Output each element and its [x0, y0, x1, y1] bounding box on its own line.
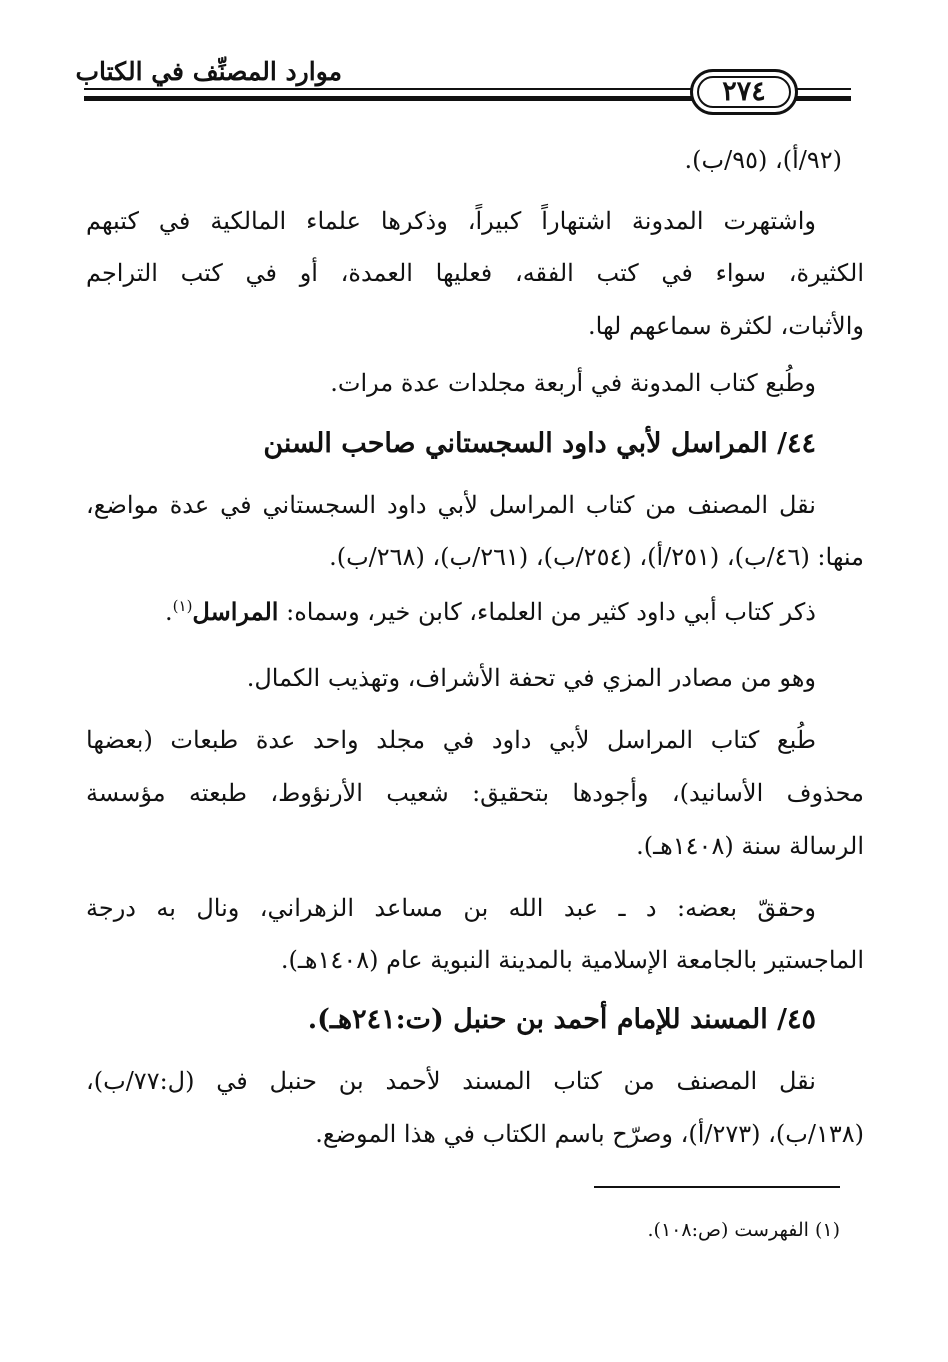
text-line: وهو من مصادر المزي في تحفة الأشراف، وتهذيب الكمال. [246, 664, 816, 692]
text-line: واشتهرت المدونة اشتهاراً كبيراً، وذكرها علماء المالكية في كتبهم [86, 207, 816, 235]
footnote-separator [594, 1186, 840, 1188]
text-run: . [165, 598, 173, 626]
section-heading-45: ٤٥/ المسند للإمام أحمد بن حنبل (ت:٢٤١هـ). [307, 1004, 816, 1035]
footnote-marker: (١) [172, 597, 193, 615]
text-line-with-footnote [86, 592, 816, 632]
text-line: الماجستير بالجامعة الإسلامية بالمدينة النبوية عام (١٤٠٨هـ). [280, 946, 864, 974]
running-title: موارد المصنِّف في الكتاب [75, 57, 342, 86]
footnote: (١) الفهرست (ص:١٠٨). [647, 1219, 840, 1241]
book-title-bold: المراسل [192, 597, 279, 626]
text-line: وطُبع كتاب المدونة في أربعة مجلدات عدة مرات. [330, 369, 816, 397]
text-line: محذوف الأسانيد)، وأجودها بتحقيق: شعيب الأرنؤوط، طبعته مؤسسة [86, 779, 864, 807]
text-line: نقل المصنف من كتاب المسند لأحمد بن حنبل في (ل:٧٧/ب)، [86, 1067, 816, 1095]
text-line: والأثبات، لكثرة سماعهم لها. [588, 312, 864, 340]
text-line: منها: (٤٦/ب)، (٢٥١/أ)، (٢٥٤/ب)، (٢٦١/ب)، (٢٦٨/ب). [329, 543, 864, 571]
text-line: طُبع كتاب المراسل لأبي داود في مجلد واحد عدة طبعات (بعضها [86, 726, 816, 754]
text-line: (١٣٨/ب)، (٢٧٣/أ)، وصرّح باسم الكتاب في هذا الموضع. [315, 1120, 864, 1148]
text-line: الرسالة سنة (١٤٠٨هـ). [636, 832, 864, 860]
text-line: وحققّ بعضه: د ـ عبد الله بن مساعد الزهراني، ونال به درجة [86, 894, 816, 922]
text-line: (٩٢/أ)، (٩٥/ب). [684, 146, 842, 174]
page-number: ٢٧٤ [722, 76, 766, 107]
text-run: ذكر كتاب أبي داود كثير من العلماء، كابن خير، وسماه: [278, 598, 816, 626]
text-line: نقل المصنف من كتاب المراسل لأبي داود السجستاني في عدة مواضع، [86, 491, 816, 519]
page-number-badge [690, 69, 798, 115]
text-line: الكثيرة، سواء في كتب الفقه، فعليها العمدة، أو في كتب التراجم [86, 259, 864, 287]
section-heading-44: ٤٤/ المراسل لأبي داود السجستاني صاحب السنن [263, 428, 816, 459]
